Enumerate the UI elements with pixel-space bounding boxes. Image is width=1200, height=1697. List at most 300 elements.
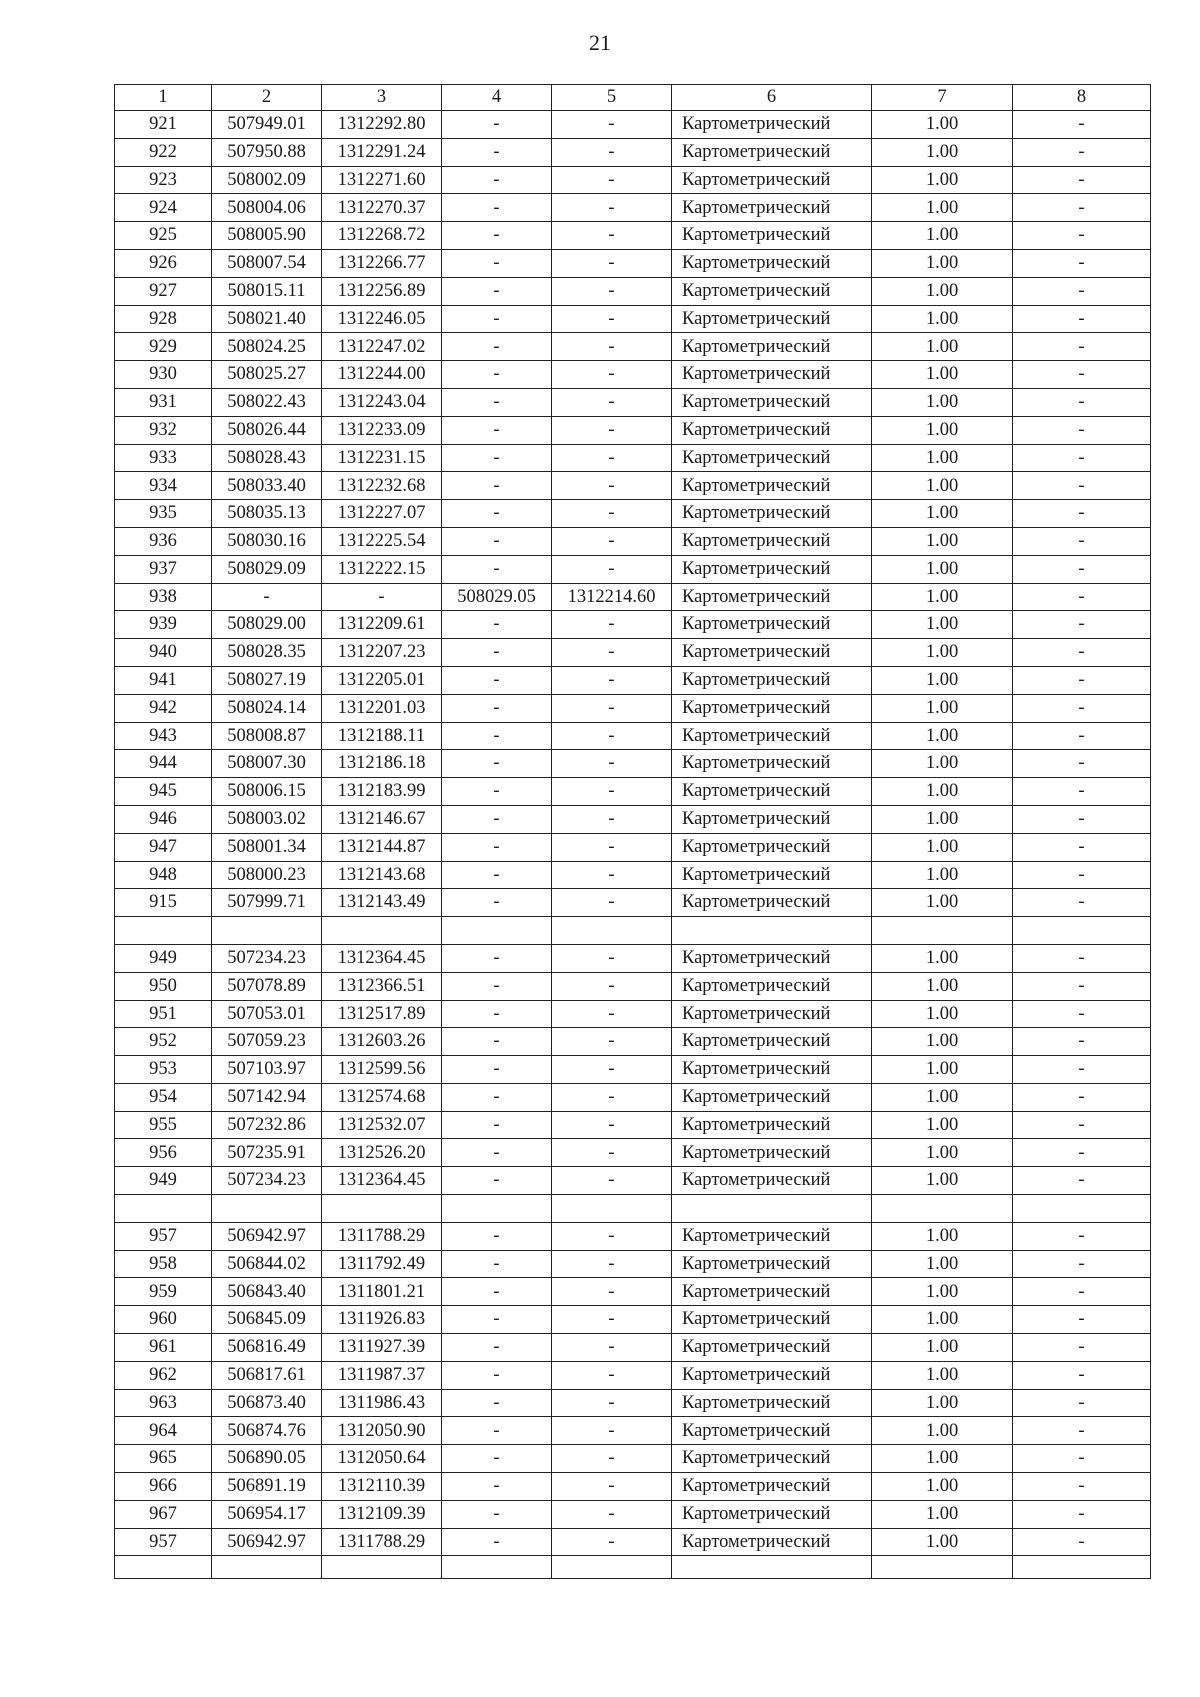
table-cell-col-7: 1.00 (872, 639, 1013, 667)
table-cell-col-6: Картометрический (672, 1250, 872, 1278)
table-cell-col-8: - (1013, 889, 1151, 917)
table-cell-col-4: - (442, 1222, 552, 1250)
table-cell-col-3: 1312188.11 (322, 722, 442, 750)
table-cell-col-6: Картометрический (672, 1500, 872, 1528)
table-cell-col-4: - (442, 666, 552, 694)
table-cell-col-7: 1.00 (872, 277, 1013, 305)
table-cell-col-5 (552, 1195, 672, 1223)
table-cell-col-2: 508004.06 (212, 194, 322, 222)
table-cell-col-5: - (552, 1500, 672, 1528)
table-cell-col-8: - (1013, 778, 1151, 806)
table-cell-col-7: 1.00 (872, 861, 1013, 889)
table-cell-col-4: - (442, 639, 552, 667)
table-cell-col-6: Картометрический (672, 583, 872, 611)
table-cell-col-8: - (1013, 1278, 1151, 1306)
table-cell-col-2: 506954.17 (212, 1500, 322, 1528)
table-row (115, 1473, 1151, 1501)
table-cell-col-1: 946 (115, 805, 212, 833)
table-cell-col-2: 508026.44 (212, 416, 322, 444)
table-cell-col-8: - (1013, 944, 1151, 972)
table-cell-col-6: Картометрический (672, 111, 872, 139)
table-cell-col-4: - (442, 778, 552, 806)
table-cell-col-5: - (552, 750, 672, 778)
table-cell-col-3: 1312225.54 (322, 527, 442, 555)
table-cell-col-2 (212, 1195, 322, 1223)
table-cell-col-4: - (442, 249, 552, 277)
table-cell-col-3: 1312364.45 (322, 1167, 442, 1195)
table-cell-col-3: 1312232.68 (322, 472, 442, 500)
table-cell-col-2: 507142.94 (212, 1083, 322, 1111)
table-cell-col-7: 1.00 (872, 361, 1013, 389)
table-cell-col-8: - (1013, 416, 1151, 444)
table-cell-col-7: 1.00 (872, 583, 1013, 611)
table-cell-col-5: - (552, 805, 672, 833)
table-cell-col-2: 506873.40 (212, 1389, 322, 1417)
table-cell-col-4: - (442, 527, 552, 555)
table-cell-col-7: 1.00 (872, 1083, 1013, 1111)
table-cell-col-1: 921 (115, 111, 212, 139)
table-row (115, 583, 1151, 611)
table-cell-col-8: - (1013, 1167, 1151, 1195)
table-cell-col-2: 507999.71 (212, 889, 322, 917)
table-cell-col-5: - (552, 361, 672, 389)
table-cell-col-8: - (1013, 1111, 1151, 1139)
table-cell-col-4: - (442, 1389, 552, 1417)
table-cell-col-5: - (552, 1167, 672, 1195)
table-cell-col-4: - (442, 611, 552, 639)
table-cell-col-7: 1.00 (872, 694, 1013, 722)
table-cell-col-7: 1.00 (872, 194, 1013, 222)
table-cell-col-6: Картометрический (672, 1028, 872, 1056)
table-cell-col-6: Картометрический (672, 249, 872, 277)
table-cell-col-8 (1013, 1556, 1151, 1579)
table-cell-col-2: 508033.40 (212, 472, 322, 500)
table-cell-col-3: 1311792.49 (322, 1250, 442, 1278)
table-row (115, 972, 1151, 1000)
table-row (115, 1500, 1151, 1528)
table-cell-col-3: 1312291.24 (322, 138, 442, 166)
table-cell-col-3: 1312227.07 (322, 500, 442, 528)
page-number: 21 (589, 30, 611, 55)
table-cell-col-6: Картометрический (672, 889, 872, 917)
table-cell-col-4: - (442, 194, 552, 222)
table-cell-col-4: - (442, 944, 552, 972)
table-row (115, 1000, 1151, 1028)
table-cell-col-2: 508035.13 (212, 500, 322, 528)
table-cell-col-6: Картометрический (672, 694, 872, 722)
table-cell-col-7 (872, 1556, 1013, 1579)
table-cell-col-2: 508029.00 (212, 611, 322, 639)
table-cell-col-1: 963 (115, 1389, 212, 1417)
table-cell-col-4: - (442, 833, 552, 861)
table-cell-col-1: 930 (115, 361, 212, 389)
table-cell-col-8: - (1013, 1028, 1151, 1056)
table-cell-col-1: 928 (115, 305, 212, 333)
table-cell-col-5 (552, 917, 672, 945)
table-cell-col-3: 1312207.23 (322, 639, 442, 667)
table-cell-col-5: - (552, 889, 672, 917)
table-cell-col-1: 955 (115, 1111, 212, 1139)
table-cell-col-3: 1312268.72 (322, 222, 442, 250)
table-row (115, 111, 1151, 139)
table-cell-col-4: - (442, 750, 552, 778)
table-row (115, 750, 1151, 778)
table-cell-col-4: - (442, 1306, 552, 1334)
table-cell-col-1: 943 (115, 722, 212, 750)
table-cell-col-2: 508027.19 (212, 666, 322, 694)
table-row (115, 861, 1151, 889)
table-cell-col-7: 1.00 (872, 416, 1013, 444)
table-cell-col-3: 1312266.77 (322, 249, 442, 277)
table-cell-col-7: 1.00 (872, 527, 1013, 555)
table-cell-col-1: 951 (115, 1000, 212, 1028)
table-row (115, 249, 1151, 277)
table-row (115, 778, 1151, 806)
table-cell-col-2: 507234.23 (212, 944, 322, 972)
table-body (115, 111, 1151, 1579)
table-cell-col-7: 1.00 (872, 1278, 1013, 1306)
table-row (115, 1445, 1151, 1473)
table-row (115, 500, 1151, 528)
table-cell-col-8: - (1013, 833, 1151, 861)
table-cell-col-1: 966 (115, 1473, 212, 1501)
table-cell-col-7: 1.00 (872, 1222, 1013, 1250)
table-cell-col-2: 506845.09 (212, 1306, 322, 1334)
column-header-1: 1 (115, 85, 212, 111)
table-row (115, 277, 1151, 305)
table-cell-col-1: 954 (115, 1083, 212, 1111)
table-cell-col-7: 1.00 (872, 1028, 1013, 1056)
table-cell-col-3: - (322, 583, 442, 611)
table-cell-col-4: - (442, 388, 552, 416)
table-cell-col-3 (322, 1195, 442, 1223)
table-cell-col-5: - (552, 611, 672, 639)
column-header-3: 3 (322, 85, 442, 111)
table-cell-col-4: - (442, 361, 552, 389)
table-row (115, 472, 1151, 500)
table-cell-col-1: 939 (115, 611, 212, 639)
table-cell-col-6: Картометрический (672, 1389, 872, 1417)
table-cell-col-2: 508028.35 (212, 639, 322, 667)
table-cell-col-2: 508025.27 (212, 361, 322, 389)
table-cell-col-5: - (552, 1417, 672, 1445)
table-cell-col-8: - (1013, 1222, 1151, 1250)
table-cell-col-6: Картометрический (672, 277, 872, 305)
table-row (115, 305, 1151, 333)
table-cell-col-7: 1.00 (872, 1139, 1013, 1167)
table-cell-col-3: 1311788.29 (322, 1222, 442, 1250)
table-cell-col-8: - (1013, 1473, 1151, 1501)
table-cell-col-5: - (552, 778, 672, 806)
table-cell-col-3: 1312292.80 (322, 111, 442, 139)
table-cell-col-7: 1.00 (872, 833, 1013, 861)
table-cell-col-8: - (1013, 1528, 1151, 1556)
table-cell-col-6: Картометрический (672, 444, 872, 472)
table-cell-col-5: - (552, 972, 672, 1000)
table-cell-col-5: - (552, 1056, 672, 1084)
table-cell-col-4: - (442, 333, 552, 361)
table-cell-col-5: - (552, 527, 672, 555)
table-cell-col-2 (212, 917, 322, 945)
table-separator-row (115, 1195, 1151, 1223)
table-cell-col-8: - (1013, 1000, 1151, 1028)
table-cell-col-5: - (552, 694, 672, 722)
table-cell-col-3: 1312201.03 (322, 694, 442, 722)
table-cell-col-1: 940 (115, 639, 212, 667)
table-cell-col-4: - (442, 1056, 552, 1084)
table-cell-col-6: Картометрический (672, 944, 872, 972)
table-cell-col-1: 937 (115, 555, 212, 583)
table-cell-col-4: - (442, 1528, 552, 1556)
table-cell-col-6: Картометрический (672, 666, 872, 694)
table-cell-col-5: - (552, 944, 672, 972)
table-cell-col-1: 935 (115, 500, 212, 528)
table-cell-col-5: - (552, 388, 672, 416)
table-cell-col-1: 925 (115, 222, 212, 250)
table-cell-col-2: 506890.05 (212, 1445, 322, 1473)
table-cell-col-8: - (1013, 861, 1151, 889)
table-cell-col-3: 1312364.45 (322, 944, 442, 972)
table-cell-col-2: 508029.09 (212, 555, 322, 583)
table-cell-col-5: - (552, 444, 672, 472)
table-cell-col-7: 1.00 (872, 722, 1013, 750)
table-row (115, 1250, 1151, 1278)
table-cell-col-5: - (552, 249, 672, 277)
table-cell-col-6: Картометрический (672, 778, 872, 806)
table-cell-col-5: - (552, 416, 672, 444)
table-row (115, 694, 1151, 722)
table-cell-col-5: - (552, 1028, 672, 1056)
table-cell-col-3: 1312532.07 (322, 1111, 442, 1139)
table-cell-col-6: Картометрический (672, 611, 872, 639)
table-cell-col-2: 506844.02 (212, 1250, 322, 1278)
table-cell-col-8: - (1013, 1417, 1151, 1445)
table-cell-col-4: - (442, 1028, 552, 1056)
table-cell-col-1: 958 (115, 1250, 212, 1278)
table-cell-col-5: - (552, 1445, 672, 1473)
table-cell-col-2: 508024.25 (212, 333, 322, 361)
table-cell-col-3: 1312574.68 (322, 1083, 442, 1111)
table-cell-col-6: Картометрический (672, 305, 872, 333)
table-cell-col-5: - (552, 1389, 672, 1417)
table-cell-col-4: - (442, 305, 552, 333)
table-cell-col-1: 957 (115, 1222, 212, 1250)
table-cell-col-3: 1312144.87 (322, 833, 442, 861)
table-cell-col-1: 948 (115, 861, 212, 889)
table-cell-col-8: - (1013, 1083, 1151, 1111)
table-cell-col-6: Картометрический (672, 1361, 872, 1389)
table-cell-col-8: - (1013, 805, 1151, 833)
table-cell-col-1: 960 (115, 1306, 212, 1334)
table-cell-col-5: - (552, 666, 672, 694)
table-row (115, 527, 1151, 555)
table-cell-col-8: - (1013, 138, 1151, 166)
table-cell-col-4: - (442, 861, 552, 889)
table-cell-col-3: 1312247.02 (322, 333, 442, 361)
table-cell-col-8: - (1013, 639, 1151, 667)
table-cell-col-6: Картометрический (672, 1334, 872, 1362)
table-cell-col-8: - (1013, 1056, 1151, 1084)
table-row (115, 1417, 1151, 1445)
table-row (115, 333, 1151, 361)
table-cell-col-2: 507103.97 (212, 1056, 322, 1084)
table-cell-col-1: 923 (115, 166, 212, 194)
table-cell-col-2: 508003.02 (212, 805, 322, 833)
table-cell-col-4: - (442, 1083, 552, 1111)
table-cell-col-7: 1.00 (872, 1334, 1013, 1362)
table-cell-col-2: 508008.87 (212, 722, 322, 750)
table-cell-col-7: 1.00 (872, 305, 1013, 333)
table-cell-col-6: Картометрический (672, 194, 872, 222)
table-cell-col-4 (442, 1556, 552, 1579)
table-cell-col-8: - (1013, 388, 1151, 416)
table-cell-col-4 (442, 1195, 552, 1223)
table-cell-col-8: - (1013, 527, 1151, 555)
table-cell-col-4: - (442, 1000, 552, 1028)
table-cell-col-3: 1312517.89 (322, 1000, 442, 1028)
table-cell-col-8: - (1013, 750, 1151, 778)
table-cell-col-2: 506874.76 (212, 1417, 322, 1445)
table-cell-col-7: 1.00 (872, 805, 1013, 833)
table-cell-col-1: 945 (115, 778, 212, 806)
table-cell-col-8: - (1013, 333, 1151, 361)
table-cell-col-7: 1.00 (872, 666, 1013, 694)
table-cell-col-7: 1.00 (872, 1000, 1013, 1028)
table-cell-col-7: 1.00 (872, 555, 1013, 583)
table-cell-col-8: - (1013, 694, 1151, 722)
table-cell-col-4: - (442, 444, 552, 472)
table-cell-col-6: Картометрический (672, 222, 872, 250)
table-row (115, 194, 1151, 222)
table-cell-col-1: 926 (115, 249, 212, 277)
table-separator-row (115, 917, 1151, 945)
table-cell-col-3: 1312050.64 (322, 1445, 442, 1473)
table-row (115, 722, 1151, 750)
table-cell-col-7: 1.00 (872, 472, 1013, 500)
table-cell-col-3: 1312205.01 (322, 666, 442, 694)
table-cell-col-1: 961 (115, 1334, 212, 1362)
table-cell-col-2: 506817.61 (212, 1361, 322, 1389)
table-cell-col-3: 1312183.99 (322, 778, 442, 806)
table-cell-col-7: 1.00 (872, 138, 1013, 166)
table-cell-col-3: 1312231.15 (322, 444, 442, 472)
table-cell-col-4: - (442, 1473, 552, 1501)
table-cell-col-2: - (212, 583, 322, 611)
table-cell-col-3: 1312143.68 (322, 861, 442, 889)
table-cell-col-3: 1312243.04 (322, 388, 442, 416)
table-cell-col-8: - (1013, 555, 1151, 583)
table-cell-col-2: 507235.91 (212, 1139, 322, 1167)
table-cell-col-8: - (1013, 111, 1151, 139)
table-cell-col-6: Картометрический (672, 1167, 872, 1195)
table-cell-col-1 (115, 1556, 212, 1579)
table-cell-col-2: 508015.11 (212, 277, 322, 305)
table-cell-col-4: - (442, 111, 552, 139)
table-cell-col-2: 507232.86 (212, 1111, 322, 1139)
table-cell-col-1: 934 (115, 472, 212, 500)
column-header-2: 2 (212, 85, 322, 111)
table-cell-col-1: 952 (115, 1028, 212, 1056)
table-cell-col-8: - (1013, 1250, 1151, 1278)
table-cell-col-3: 1312209.61 (322, 611, 442, 639)
table-cell-col-6 (672, 1195, 872, 1223)
table-cell-col-7: 1.00 (872, 750, 1013, 778)
table-cell-col-8: - (1013, 1334, 1151, 1362)
table-cell-col-5: - (552, 1334, 672, 1362)
table-row (115, 1056, 1151, 1084)
table-cell-col-8: - (1013, 361, 1151, 389)
table-cell-col-6: Картометрический (672, 138, 872, 166)
table-cell-col-6: Картометрический (672, 1306, 872, 1334)
table-cell-col-8: - (1013, 1306, 1151, 1334)
table-cell-col-3: 1312603.26 (322, 1028, 442, 1056)
table-cell-col-2: 508007.30 (212, 750, 322, 778)
table-row (115, 1028, 1151, 1056)
table-row (115, 833, 1151, 861)
table-cell-col-4: - (442, 555, 552, 583)
column-header-6: 6 (672, 85, 872, 111)
table-cell-col-6: Картометрический (672, 416, 872, 444)
table-cell-col-6 (672, 917, 872, 945)
table-row (115, 444, 1151, 472)
table-cell-col-5: - (552, 1528, 672, 1556)
table-cell-col-6: Картометрический (672, 750, 872, 778)
table-cell-col-1: 929 (115, 333, 212, 361)
table-cell-col-8: - (1013, 249, 1151, 277)
table-row (115, 361, 1151, 389)
table-row (115, 1083, 1151, 1111)
table-cell-col-4: - (442, 1250, 552, 1278)
table-cell-col-7: 1.00 (872, 1473, 1013, 1501)
table-cell-col-5: 1312214.60 (552, 583, 672, 611)
table-row (115, 1306, 1151, 1334)
table-cell-col-4: - (442, 277, 552, 305)
table-cell-col-8: - (1013, 472, 1151, 500)
table-cell-col-8: - (1013, 1500, 1151, 1528)
table-cell-col-6: Картометрический (672, 1000, 872, 1028)
table-cell-col-7: 1.00 (872, 1389, 1013, 1417)
table-cell-col-8: - (1013, 611, 1151, 639)
table-cell-col-5: - (552, 861, 672, 889)
table-cell-col-4: - (442, 722, 552, 750)
table-cell-col-6: Картометрический (672, 1445, 872, 1473)
table-cell-col-1: 949 (115, 1167, 212, 1195)
header-row (115, 85, 1151, 111)
table-cell-col-8: - (1013, 444, 1151, 472)
table-cell-col-1 (115, 1195, 212, 1223)
table-cell-col-2: 508021.40 (212, 305, 322, 333)
table-cell-col-8: - (1013, 1361, 1151, 1389)
table-cell-col-4: - (442, 1334, 552, 1362)
table-cell-col-1 (115, 917, 212, 945)
table-cell-col-1: 962 (115, 1361, 212, 1389)
table-cell-col-7: 1.00 (872, 944, 1013, 972)
table-cell-col-2: 508028.43 (212, 444, 322, 472)
table-cell-col-1: 932 (115, 416, 212, 444)
table-cell-col-6: Картометрический (672, 1222, 872, 1250)
table-cell-col-2: 506816.49 (212, 1334, 322, 1362)
table-cell-col-6: Картометрический (672, 1111, 872, 1139)
table-cell-col-3 (322, 1556, 442, 1579)
table-cell-col-3: 1311801.21 (322, 1278, 442, 1306)
table-cell-col-4 (442, 917, 552, 945)
table-cell-col-1: 949 (115, 944, 212, 972)
table-cell-col-3: 1312146.67 (322, 805, 442, 833)
table-cell-col-6: Картометрический (672, 472, 872, 500)
table-cell-col-7: 1.00 (872, 249, 1013, 277)
table-cell-col-3: 1312050.90 (322, 1417, 442, 1445)
table-cell-col-8: - (1013, 1139, 1151, 1167)
